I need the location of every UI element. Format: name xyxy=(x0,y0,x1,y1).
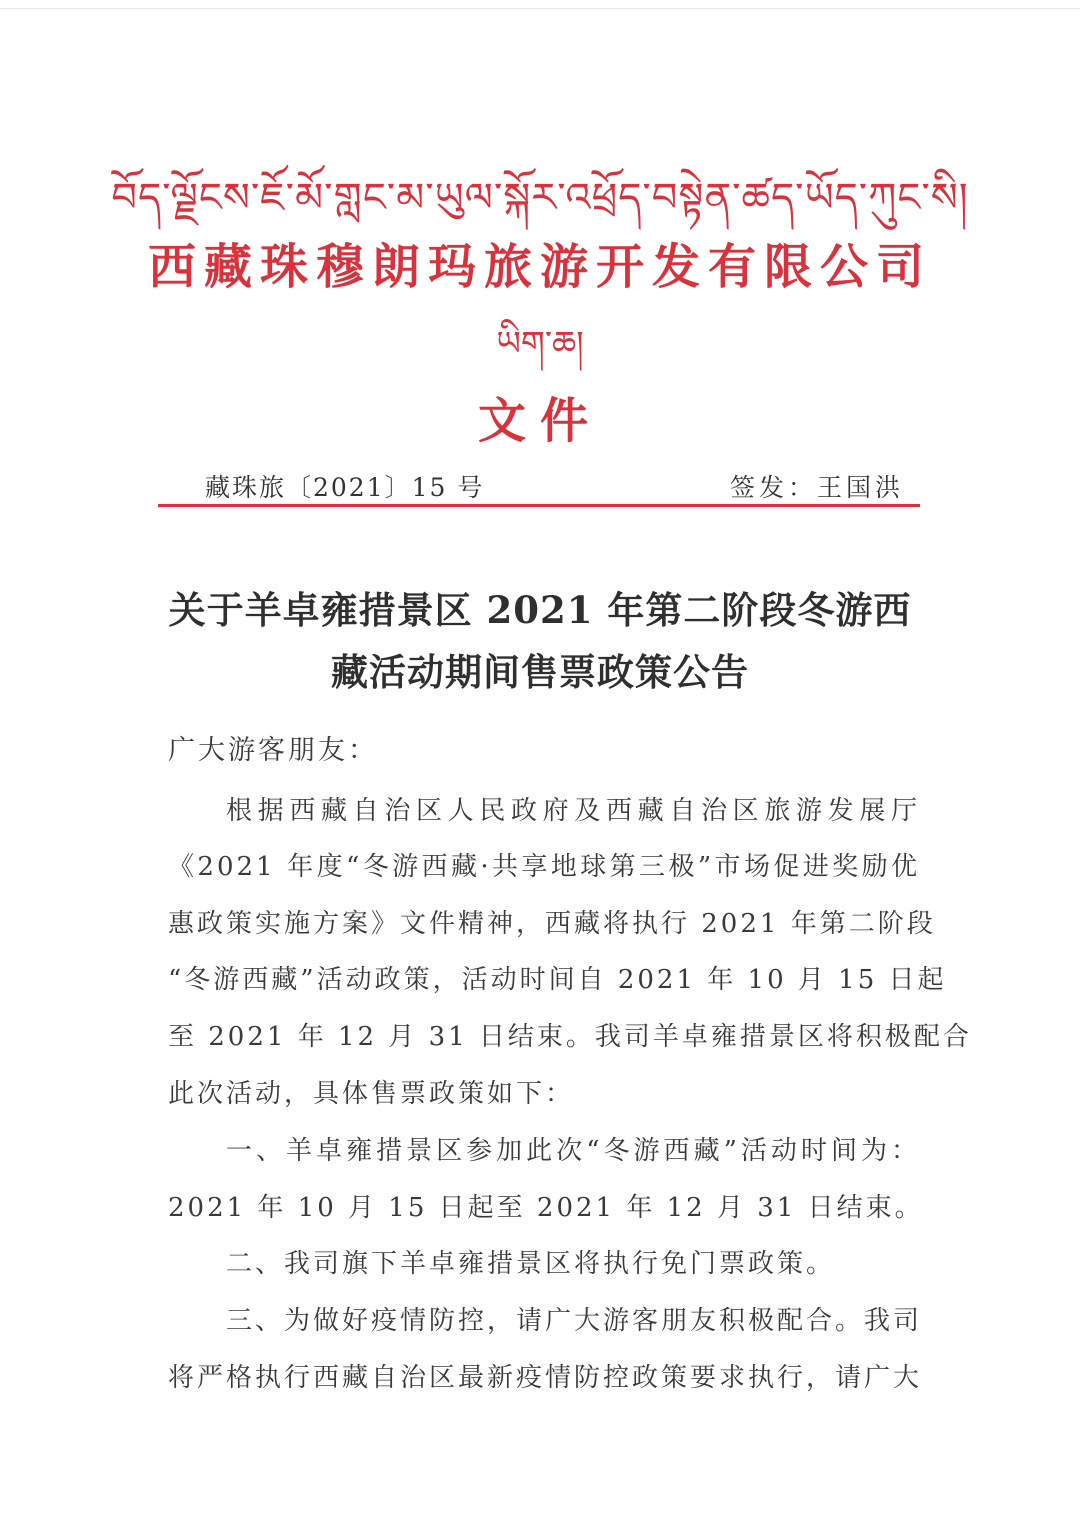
signer: 签发：王国洪 xyxy=(729,473,904,502)
tibetan-doc-label: ཡིག་ཆ། xyxy=(496,324,584,364)
body-line: “冬游西藏”活动政策，活动时间自 2021 年 10 月 15 日起 xyxy=(168,965,947,995)
company-name: 西藏珠穆朗玛旅游开发有限公司 xyxy=(147,239,932,295)
body-line: 将严格执行西藏自治区最新疫情防控政策要求执行，请广大 xyxy=(168,1363,923,1393)
body-line: 至 2021 年 12 月 31 日结束。我司羊卓雍措景区将积极配合 xyxy=(168,1022,972,1052)
tibetan-company-name: བོད་ལྗོངས་ཇོ་མོ་གླང་མ་ཡུལ་སྐོར་འཕྲོད་བསྟེན་ཚད་ཡོད་ཀུང་སི། xyxy=(111,175,969,221)
body-line: 二、我司旗下羊卓雍措景区将执行免门票政策。 xyxy=(226,1249,836,1279)
document-number: 藏珠旅〔2021〕15 号 xyxy=(205,473,485,502)
notice-title-line-1: 关于羊卓雍措景区 2021 年第二阶段冬游西 xyxy=(168,588,912,632)
body-line: 一、羊卓雍措景区参加此次“冬游西藏”活动时间为： xyxy=(226,1136,920,1166)
doc-type-label: 文件 xyxy=(477,393,602,449)
body-line: 此次活动，具体售票政策如下： xyxy=(168,1079,575,1109)
body-line: 惠政策实施方案》文件精神，西藏将执行 2021 年第二阶段 xyxy=(168,909,936,939)
body-line: 根据西藏自治区人民政府及西藏自治区旅游发展厅 xyxy=(226,796,920,826)
body-line: 三、为做好疫情防控，请广大游客朋友积极配合。我司 xyxy=(226,1306,923,1336)
header-divider xyxy=(158,504,920,507)
notice-title-line-2: 藏活动期间售票政策公告 xyxy=(331,650,749,694)
body-line: 《2021 年度“冬游西藏·共享地球第三极”市场促进奖励优 xyxy=(168,852,920,882)
page-top-edge xyxy=(0,8,1080,9)
salutation: 广大游客朋友： xyxy=(168,735,378,766)
body-line: 2021 年 10 月 15 日起至 2021 年 12 月 31 日结束。 xyxy=(168,1193,924,1223)
